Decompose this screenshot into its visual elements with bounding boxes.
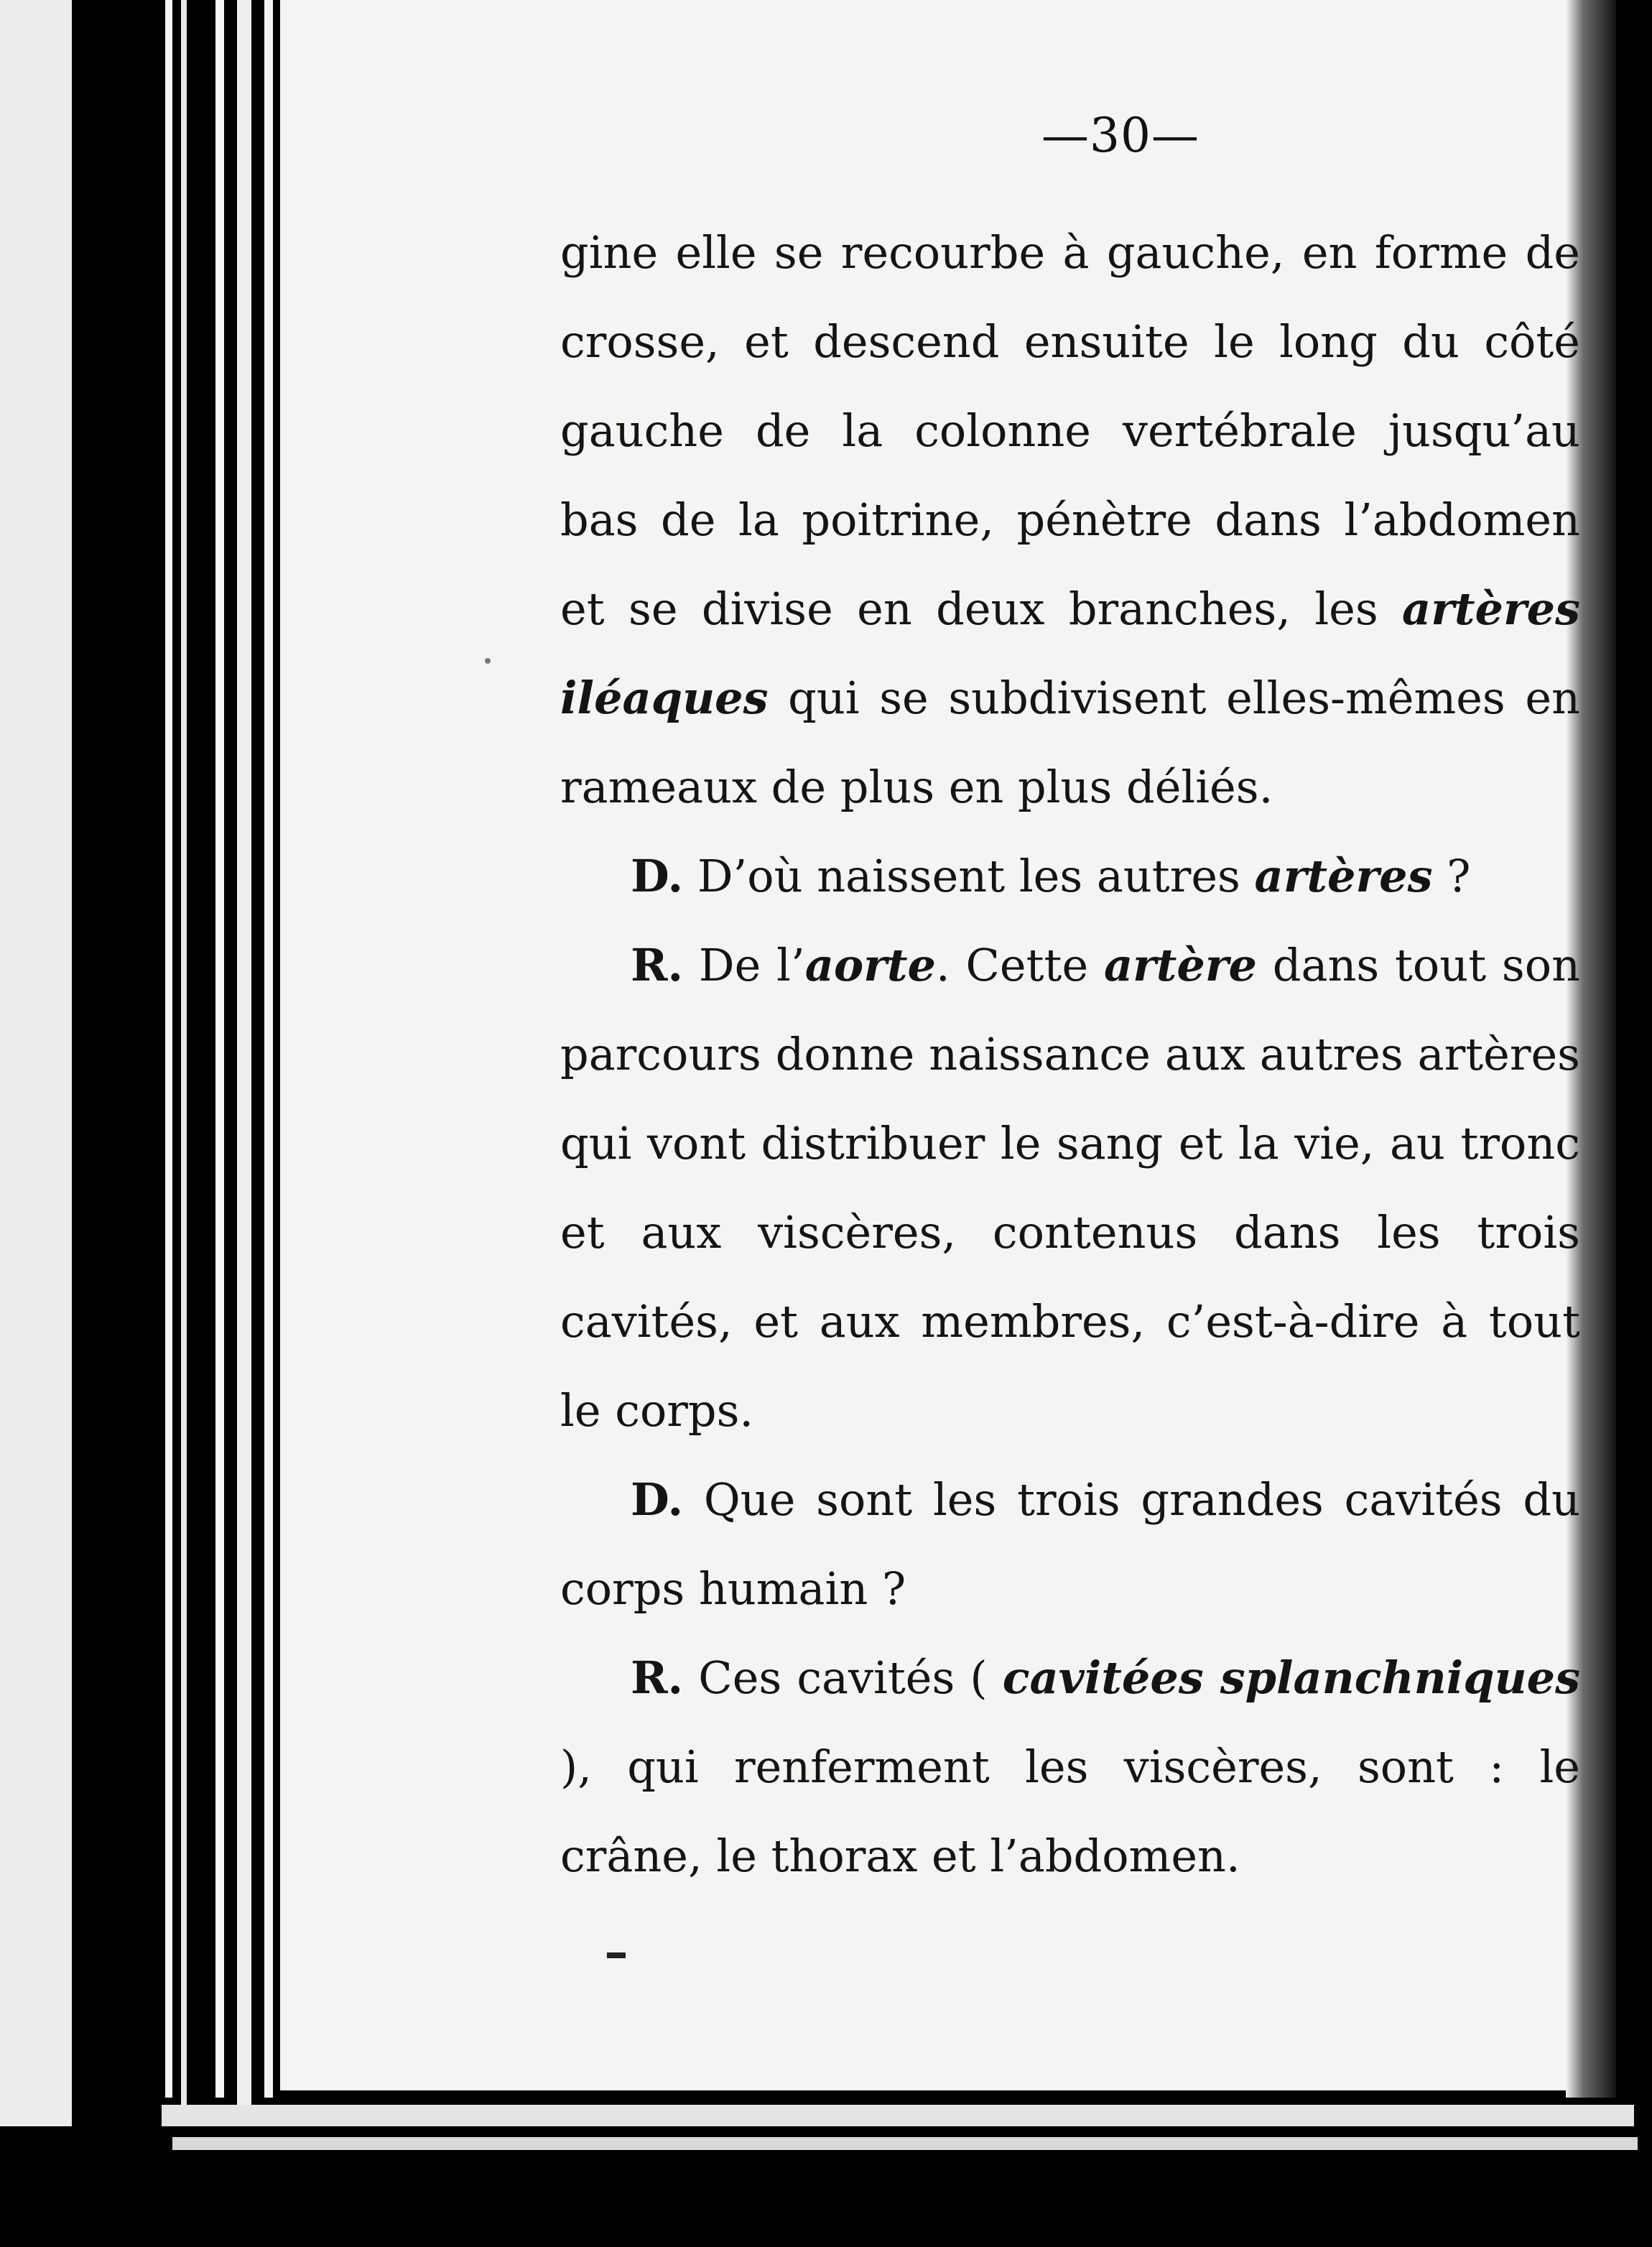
page-bottom-edge [162,2105,1634,2126]
italic-term: artères iléaques [560,583,1580,724]
text-run: ? [1432,850,1471,902]
answer-paragraph [560,1634,1580,1901]
page-edge [181,0,187,2112]
question-paragraph [560,1455,1580,1634]
answer-marker: R. [631,939,684,991]
ink-mark [607,1952,626,1958]
text-run: D’où naissent les autres [683,850,1255,902]
page-bottom-edge [172,2137,1638,2150]
page-number: —30— [1041,108,1199,163]
ink-speck [485,658,491,664]
paragraph-aorta-course [560,208,1580,832]
text-run: gine elle se recourbe à gauche, en forme de crosse, et descend ensuite le long du côté gauche de la colonne vertébrale jusqu’au bas de la poitrine, pénètre dans l’abdomen et se divise en deux branches, les [560,226,1580,635]
page-body-text [560,208,1580,1901]
text-run: De l’ [683,939,805,991]
page-edge [264,0,273,2098]
page-edge [165,0,172,2098]
question-paragraph [560,832,1580,921]
question-marker: D. [631,1473,684,1526]
answer-marker: R. [631,1651,684,1704]
book-edge [0,0,72,2126]
text-run: qui se subdivisent elles-mêmes en rameaux de plus en plus déliés. [560,672,1580,813]
page-edge [215,0,224,2098]
text-run: dans tout son parcours donne naissance aux autres artères qui vont distribuer le sang et la vie, au tronc et aux viscères, contenus dans les trois cavités, et aux membres, c’est-à-dire à tout le corps. [560,939,1580,1437]
text-run: Que sont les trois grandes cavités du corps humain ? [560,1473,1580,1615]
page-edge [237,0,251,2105]
italic-term: cavitées splanchniques [1002,1651,1580,1704]
italic-term: artères [1254,850,1433,902]
question-marker: D. [631,850,684,902]
italic-term: artère [1103,939,1257,991]
text-run: Ces cavités ( [683,1651,1003,1704]
answer-paragraph [560,921,1580,1455]
text-run: ), qui renferment les viscères, sont : le crâne, le thorax et l’abdomen. [560,1741,1580,1882]
italic-term: aorte [804,939,936,991]
text-run: . Cette [935,939,1104,991]
